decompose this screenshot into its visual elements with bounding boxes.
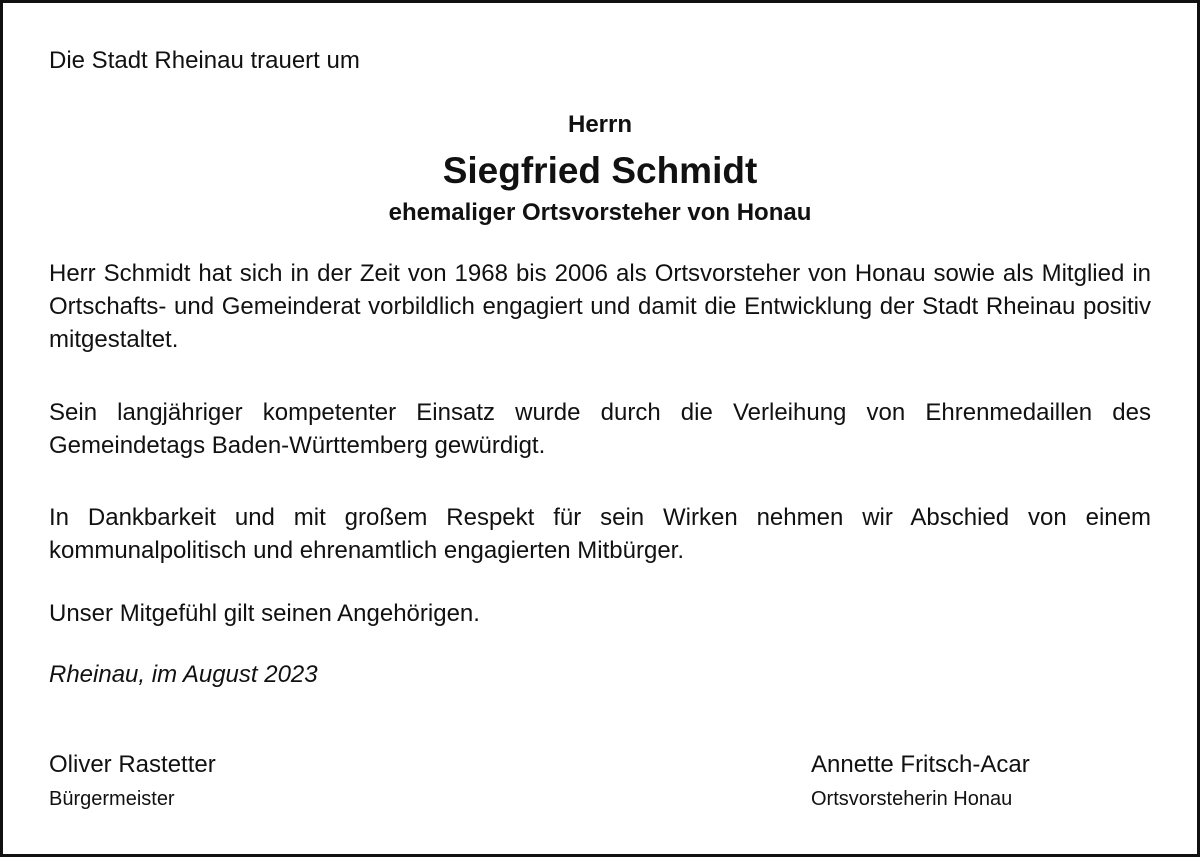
paragraph-career: Herr Schmidt hat sich in der Zeit von 1968 bis 2006 als Ortsvorsteher von Honau sowie als Mitglied in Ortschafts- und Gemeinderat vorbildlich engagiert und damit die Entwicklung der Stadt Rheinau positiv mitgestaltet. [49,260,1151,353]
paragraph-farewell: In Dankbarkeit und mit großem Respekt für sein Wirken nehmen wir Abschied von einem kommunalpolitisch und ehrenamtlich engagierten Mitbürger. [49,504,1151,564]
paragraph-condolence: Unser Mitgefühl gilt seinen Angehörigen. [49,600,480,627]
deceased-role: ehemaliger Ortsvorsteher von Honau [388,199,812,226]
intro-line: Die Stadt Rheinau trauert um [49,47,360,74]
signatory-title-mayor: Bürgermeister [49,788,175,810]
deceased-name: Siegfried Schmidt [442,150,758,191]
signatory-name-mayor: Oliver Rastetter [49,751,216,778]
signatory-name-local-head: Annette Fritsch-Acar [811,751,1030,778]
paragraph-honors: Sein langjähriger kompetenter Einsatz wurde durch die Verleihung von Ehrenmedaillen des Gemeindetags Baden-Württemberg gewürdigt. [49,399,1151,459]
place-date: Rheinau, im August 2023 [49,661,318,688]
salutation: Herrn [567,111,633,138]
signatory-title-local-head: Ortsvorsteherin Honau [811,788,1013,810]
